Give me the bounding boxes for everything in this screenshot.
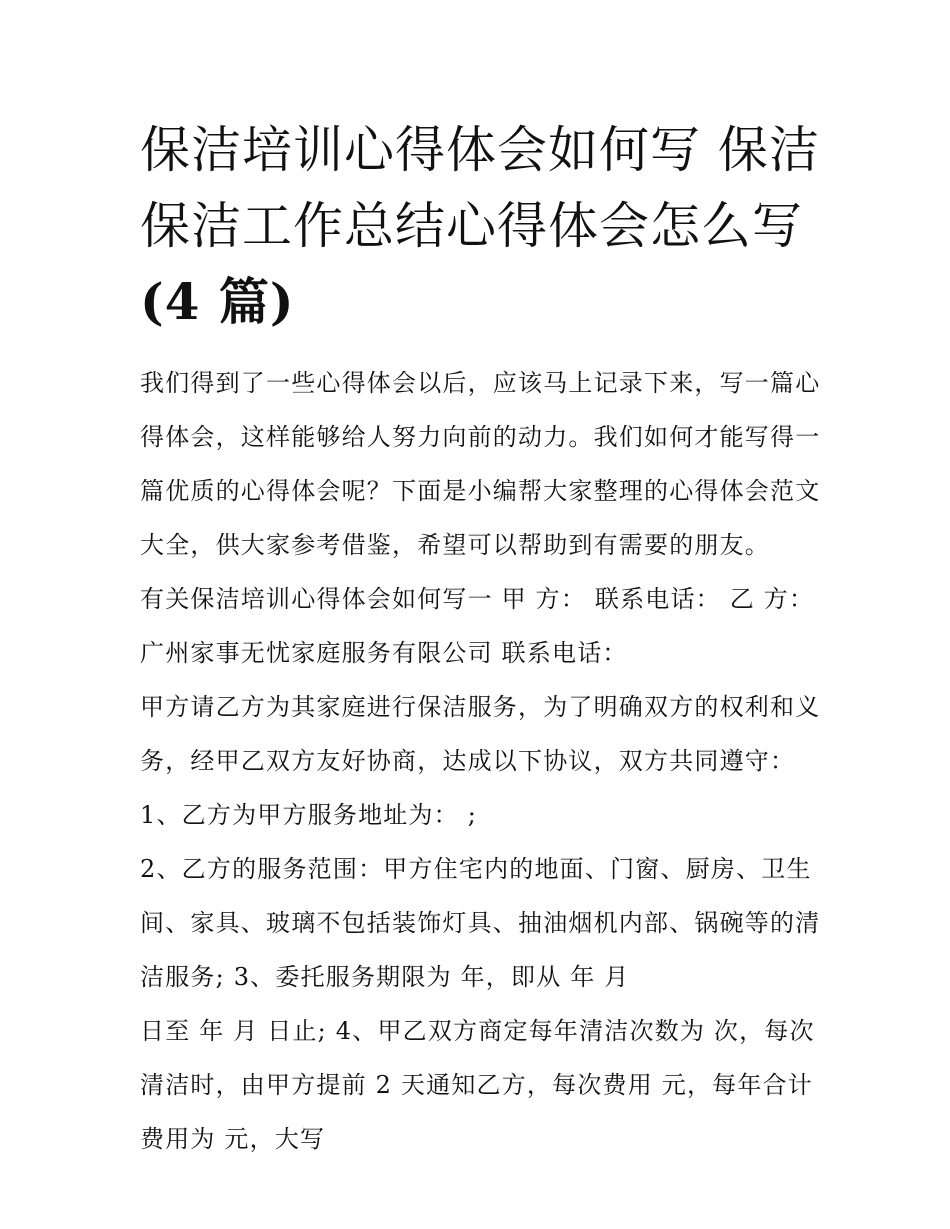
title-line-2: 保洁工作总结心得体会怎么写 [140, 197, 803, 255]
body-line: 清洁时，由甲方提前 2 天通知乙方，每次费用 元，每年合计 [140, 1071, 813, 1099]
body-line: 大全，供大家参考借鉴，希望可以帮助到有需要的朋友。 [140, 531, 770, 559]
body-line: 费用为 元，大写 [140, 1125, 326, 1153]
body-line: 间、家具、玻璃不包括装饰灯具、抽油烟机内部、锅碗等的清 [140, 909, 821, 937]
document-body [140, 356, 830, 1166]
body-line: 篇优质的心得体会呢？下面是小编帮大家整理的心得体会范文 [140, 477, 821, 505]
body-line: 得体会，这样能够给人努力向前的动力。我们如何才能写得一 [140, 423, 821, 451]
body-line: 甲方请乙方为其家庭进行保洁服务，为了明确双方的权利和义 [140, 693, 821, 721]
body-line: 洁服务; 3、委托服务期限为 年，即从 年 月 [140, 963, 630, 991]
body-line: 务，经甲乙双方友好协商，达成以下协议，双方共同遵守： [140, 747, 796, 775]
body-line: 广州家事无忧家庭服务有限公司 联系电话： [140, 639, 628, 667]
body-line: 2、乙方的服务范围：甲方住宅内的地面、门窗、厨房、卫生 [140, 855, 812, 883]
body-line: 1、乙方为甲方服务地址为： ; [140, 801, 477, 829]
title-line-1: 保洁培训心得体会如何写 保洁 [140, 121, 820, 179]
title-line-3: (4 篇) [140, 272, 295, 331]
body-line: 日至 年 月 日止; 4、甲乙双方商定每年清洁次数为 次，每次 [140, 1017, 815, 1045]
body-line: 我们得到了一些心得体会以后，应该马上记录下来，写一篇心 [140, 369, 821, 397]
document-title [140, 112, 840, 340]
body-line: 有关保洁培训心得体会如何写一 甲 方： 联系电话： 乙 方： [140, 585, 815, 613]
